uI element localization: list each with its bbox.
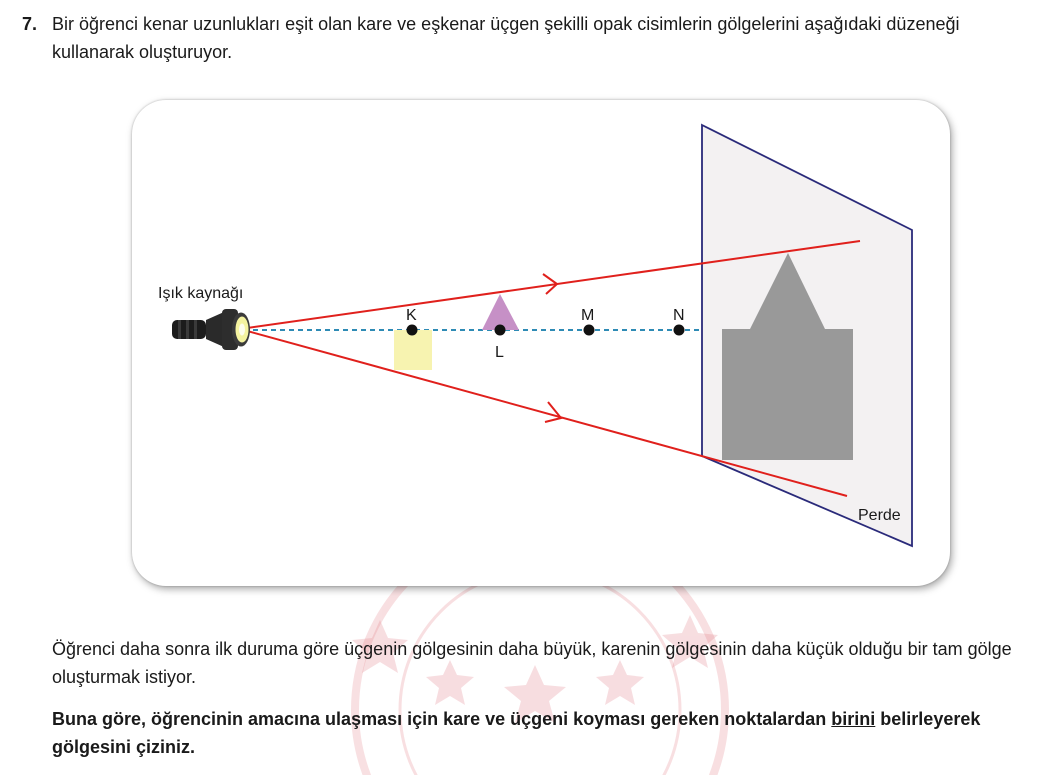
point-k <box>407 325 418 336</box>
instruction-part2: belirleyerek gölgesini çiziniz. <box>52 709 981 757</box>
light-source-label: Işık kaynağı <box>158 285 244 302</box>
optics-diagram <box>132 100 950 586</box>
label-m: M <box>581 307 595 324</box>
lower-ray-arrow <box>545 402 561 422</box>
instruction-part1: Buna göre, öğrencinin amacına ulaşması için kare ve üçgeni koyması gereken noktalardan <box>52 709 832 729</box>
paragraph: Öğrenci daha sonra ilk duruma göre üçgenin gölgesinin daha büyük, karenin gölgesinin daha küçük olduğu bir tam gölge oluşturmak istiyor. <box>52 639 1012 687</box>
square-shadow <box>722 329 853 460</box>
label-k: K <box>406 307 417 324</box>
screen-label: Perde <box>858 507 901 524</box>
point-m <box>584 325 595 336</box>
question-text: Bir öğrenci kenar uzunlukları eşit olan kare ve eşkenar üçgen şekilli opak cisimlerin gölgelerini aşağıdaki düzeneği kullanarak oluşturuyor. <box>52 14 960 62</box>
instruction-underlined: birini <box>831 709 876 729</box>
instruction <box>52 705 1052 761</box>
label-n: N <box>673 307 685 324</box>
flashlight-icon <box>172 309 250 350</box>
question-header <box>22 10 1032 66</box>
label-l: L <box>495 344 504 361</box>
question-number: 7. <box>22 14 38 34</box>
square-object <box>394 330 432 370</box>
point-n <box>674 325 685 336</box>
point-l <box>495 325 506 336</box>
